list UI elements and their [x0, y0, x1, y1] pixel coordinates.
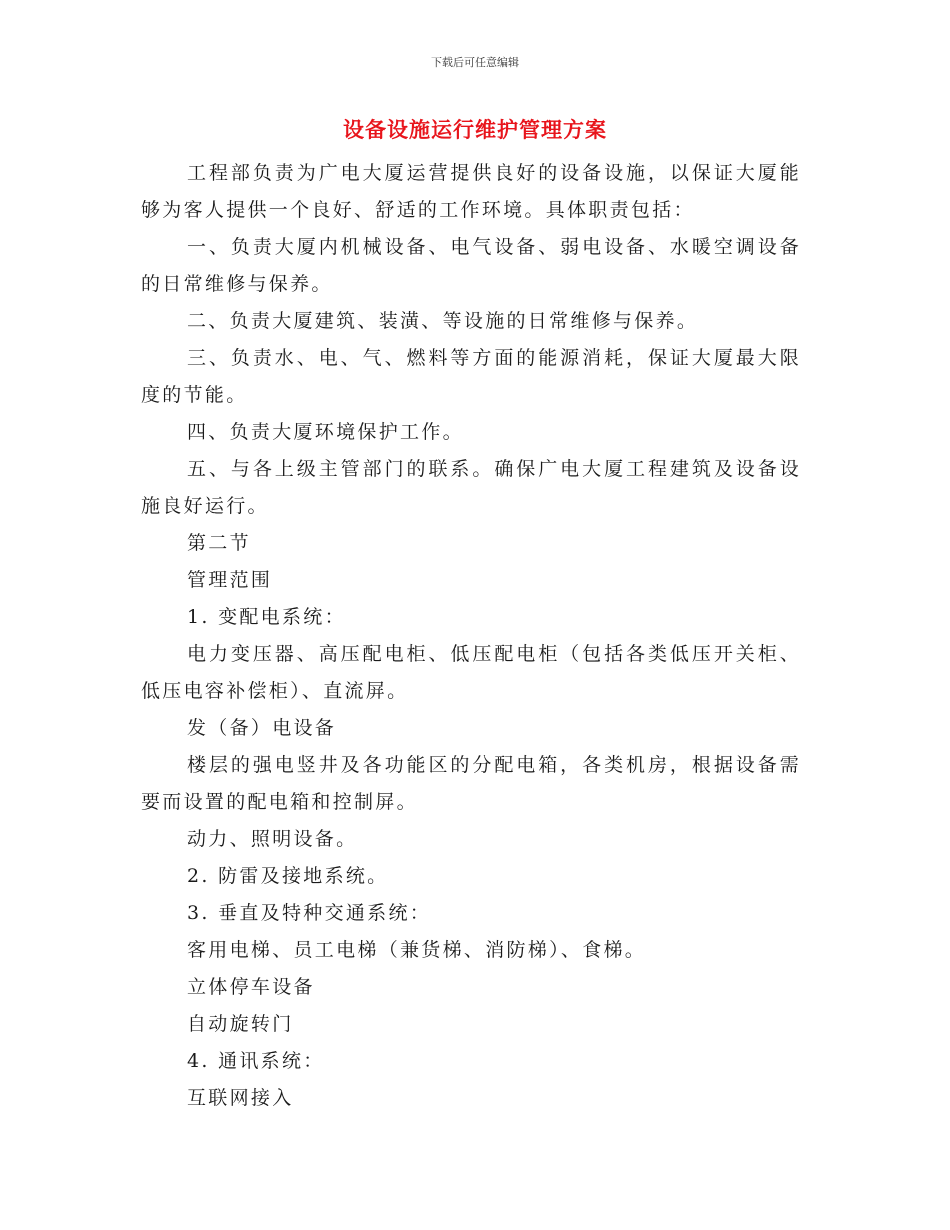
item-heading-3: 3. 垂直及特种交通系统： [187, 902, 432, 924]
item-heading-4: 4. 通讯系统： [187, 1050, 325, 1072]
paragraph-duty-5: 五、与各上级主管部门的联系。确保广电大厦工程建筑及设备设施良好运行。 [141, 458, 801, 517]
paragraph-duty-2: 二、负责大厦建筑、装潢、等设施的日常维修与保养。 [187, 310, 699, 332]
paragraph-item-1a: 电力变压器、高压配电柜、低压配电柜（包括各类低压开关柜、低压电容补偿柜）、直流屏。 [141, 643, 801, 702]
page-header-note: 下载后可任意编辑 [431, 56, 519, 69]
paragraph-item-1c: 楼层的强电竖井及各功能区的分配电箱，各类机房，根据设备需要而设置的配电箱和控制屏。 [141, 754, 801, 813]
document-title: 设备设施运行维护管理方案 [343, 118, 607, 142]
paragraph-duty-1: 一、负责大厦内机械设备、电气设备、弱电设备、水暖空调设备的日常维修与保养。 [141, 236, 801, 295]
paragraph-duty-4: 四、负责大厦环境保护工作。 [187, 421, 464, 443]
paragraph-item-4a: 互联网接入 [187, 1087, 294, 1109]
paragraph-item-3b: 立体停车设备 [187, 976, 315, 998]
item-heading-1: 1. 变配电系统： [187, 606, 346, 628]
item-heading-2: 2. 防雷及接地系统。 [187, 865, 389, 887]
document-body [141, 155, 801, 1117]
section-heading: 第二节 [187, 532, 251, 554]
paragraph-duty-3: 三、负责水、电、气、燃料等方面的能源消耗，保证大厦最大限度的节能。 [141, 347, 801, 406]
section-subheading: 管理范围 [187, 569, 273, 591]
paragraph-item-1b: 发（备）电设备 [187, 717, 337, 739]
paragraph-item-1d: 动力、照明设备。 [187, 828, 358, 850]
paragraph-item-3c: 自动旋转门 [187, 1013, 294, 1035]
paragraph-intro: 工程部负责为广电大厦运营提供良好的设备设施，以保证大厦能够为客人提供一个良好、舒适的工作环境。具体职责包括： [141, 162, 801, 221]
paragraph-item-3a: 客用电梯、员工电梯（兼货梯、消防梯）、食梯。 [187, 939, 647, 961]
